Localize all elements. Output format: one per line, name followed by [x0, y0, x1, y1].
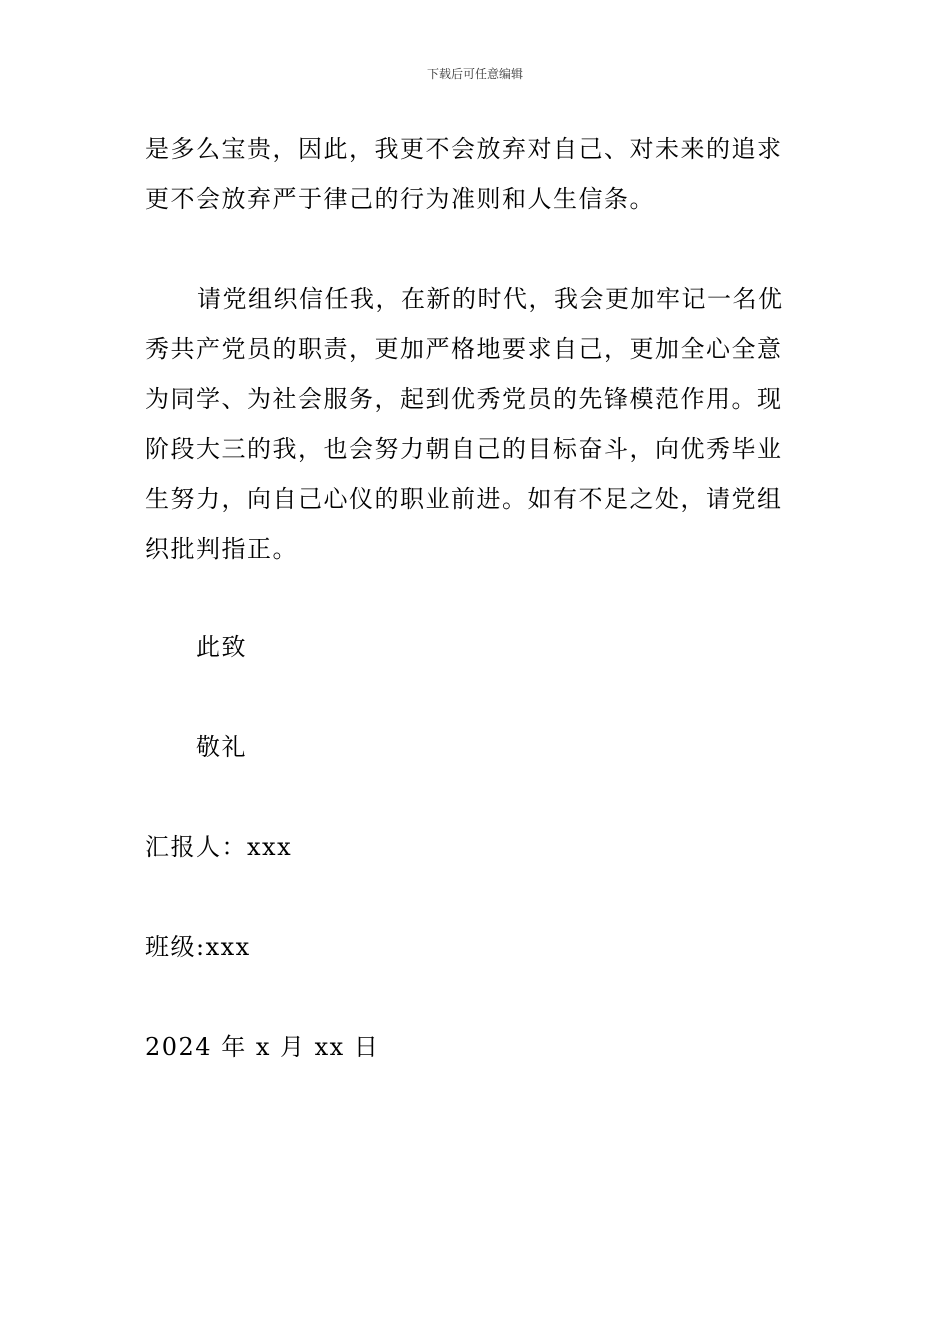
paragraph-line: 是多么宝贵，因此，我更不会放弃对自己、对未来的追求	[145, 135, 783, 163]
paragraph-line: 更不会放弃严于律己的行为准则和人生信条。	[145, 185, 655, 213]
paragraph-line: 阶段大三的我，也会努力朝自己的目标奋斗，向优秀毕业	[145, 435, 783, 463]
paragraph-line: 生努力，向自己心仪的职业前进。如有不足之处，请党组	[145, 485, 783, 513]
paragraph-line: 秀共产党员的职责，更加严格地要求自己，更加全心全意	[145, 335, 783, 363]
closing-regards: 敬礼	[196, 733, 247, 761]
class-line: 班级:xxx	[145, 933, 251, 961]
date-line: 2024 年 x 月 xx 日	[145, 1033, 380, 1061]
paragraph-commitment	[145, 274, 815, 574]
reporter-line: 汇报人：xxx	[145, 833, 293, 861]
paragraph-line: 织批判指正。	[145, 535, 298, 563]
paragraph-continuation	[145, 124, 815, 224]
paragraph-line: 请党组织信任我，在新的时代，我会更加牢记一名优	[197, 285, 784, 313]
paragraph-line: 为同学、为社会服务，起到优秀党员的先锋模范作用。现	[145, 385, 783, 413]
page-header-note: 下载后可任意编辑	[426, 67, 523, 81]
closing-salutation: 此致	[196, 633, 247, 661]
